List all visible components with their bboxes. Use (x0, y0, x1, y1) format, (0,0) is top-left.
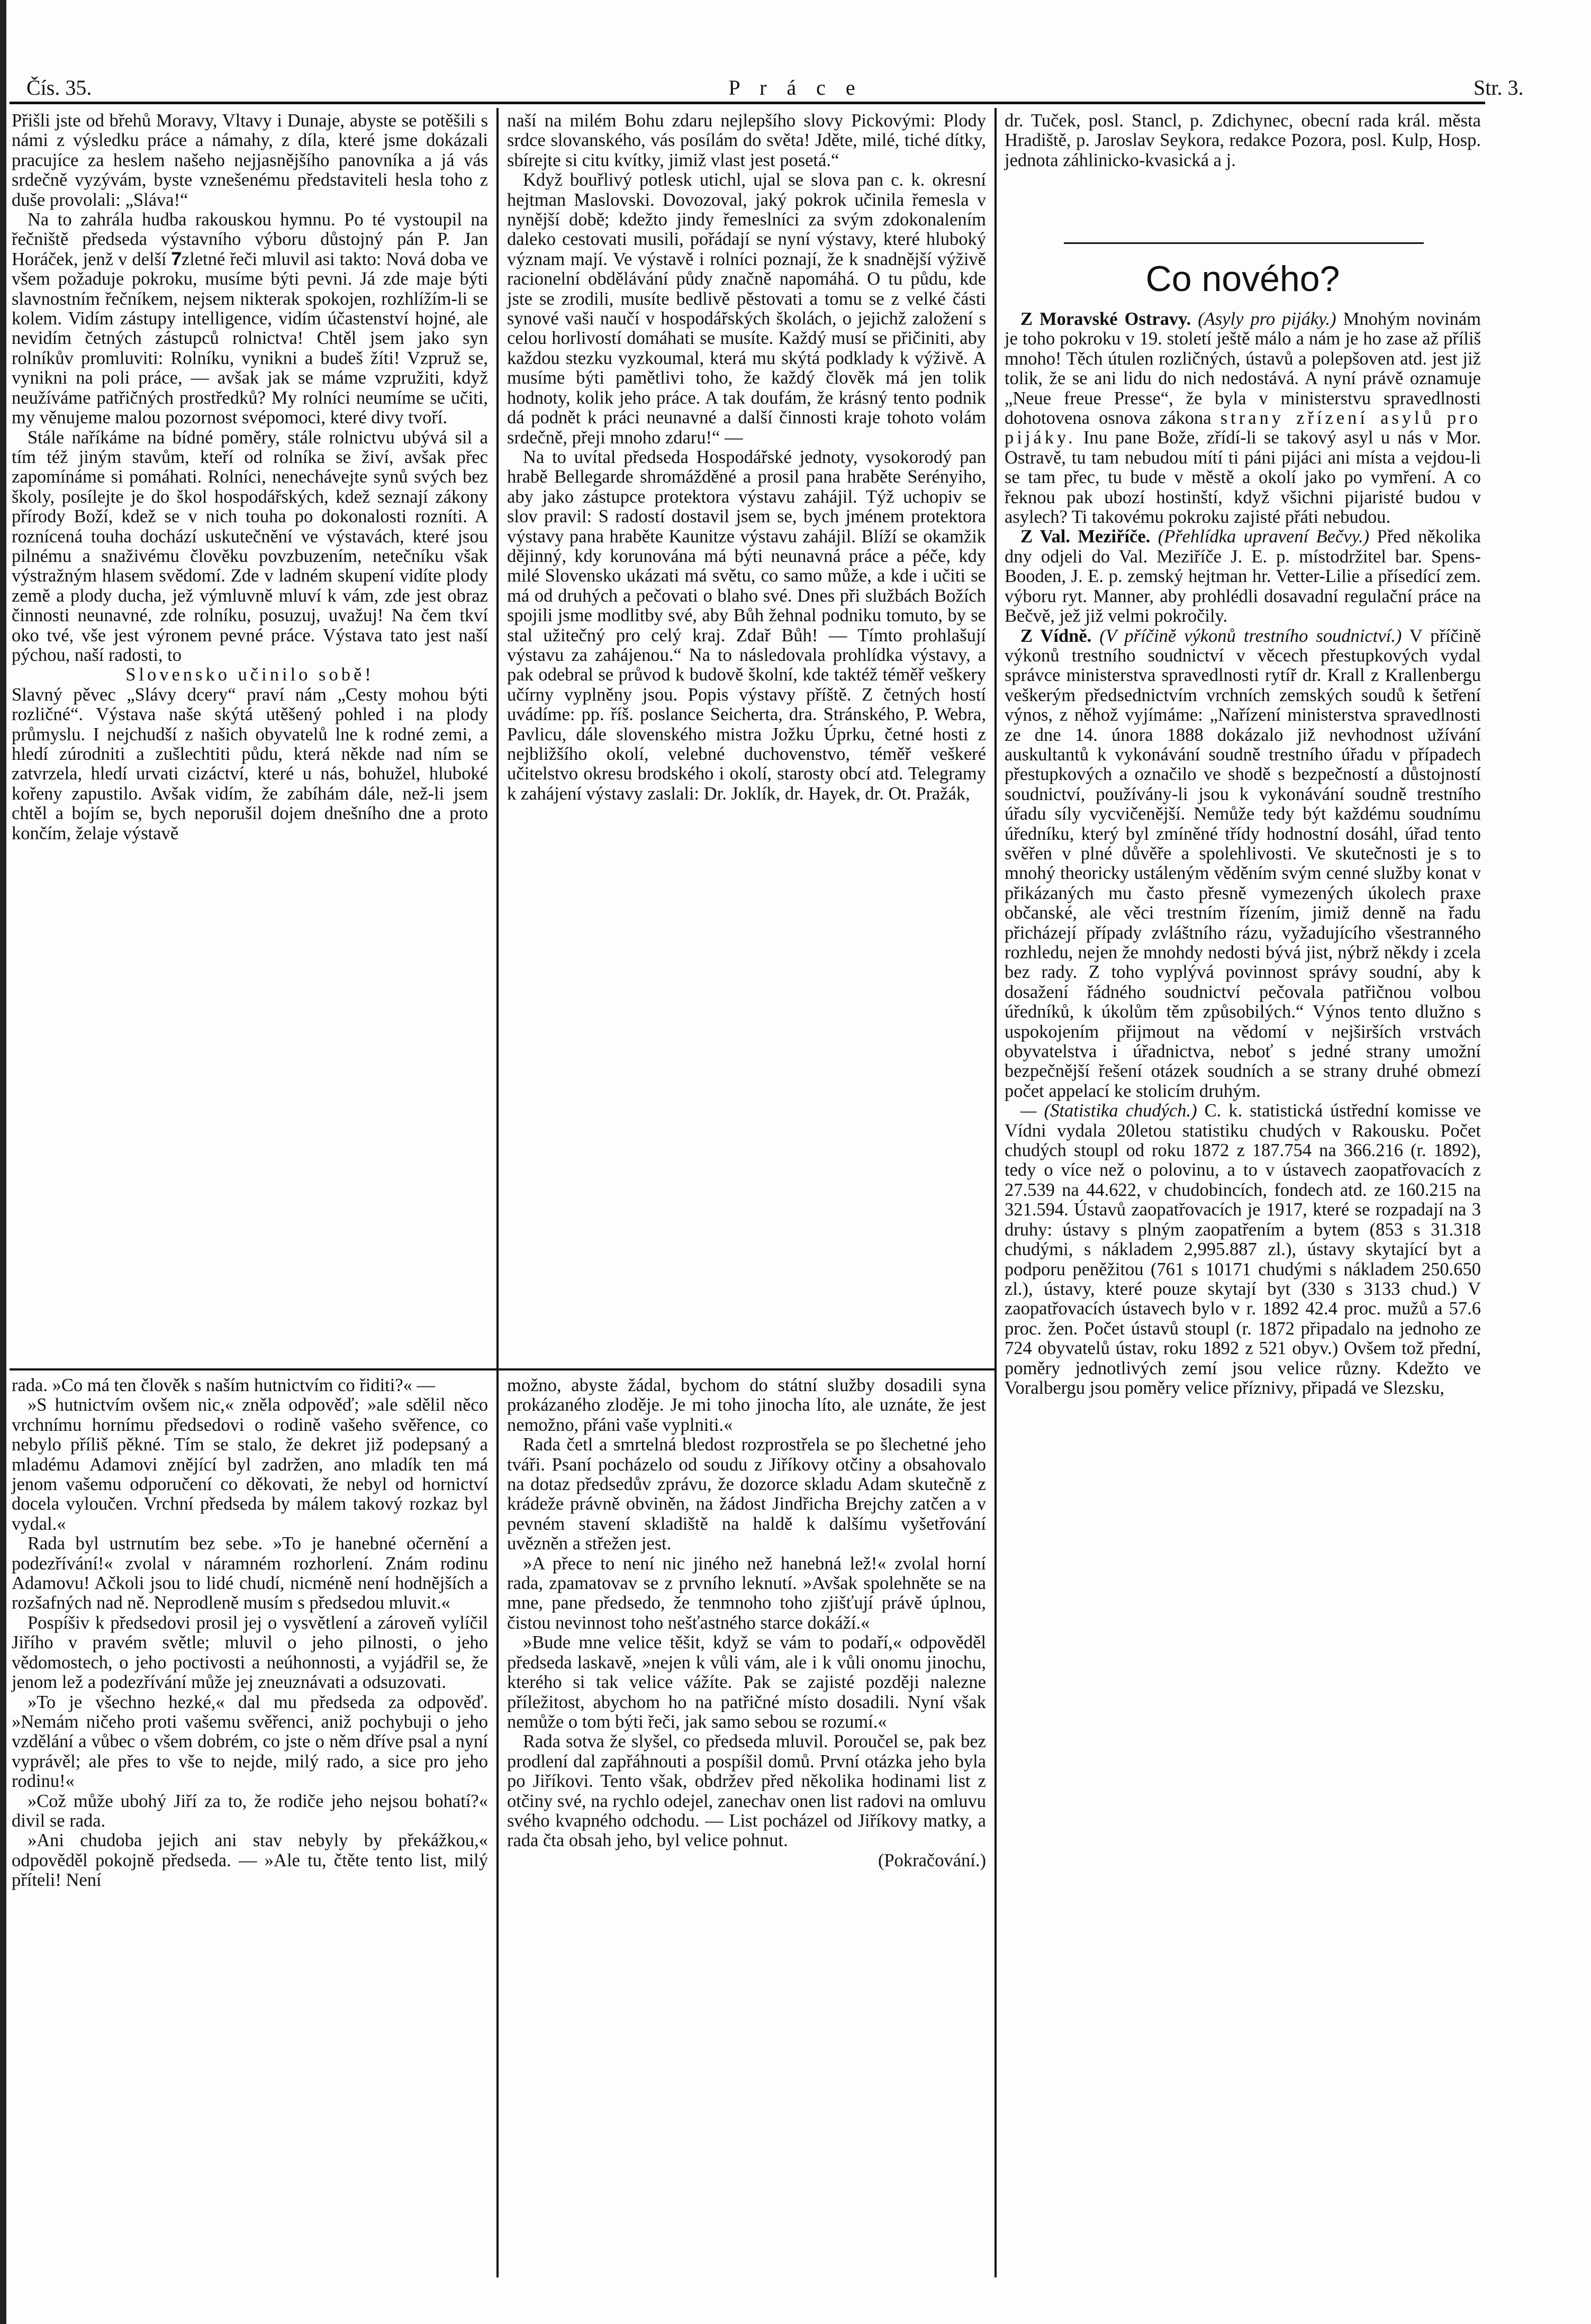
news-place: Z Val. Meziříče. (1020, 526, 1151, 547)
news-item (1005, 527, 1481, 626)
news-text: Inu pane Bože, zřídí-li se takový asyl u nás v Mor. Ostravě, tu tam nebudou mítí ti páni pijáci ani místa a vejdou-li se tam přec, tu bude v městě a okolí jako po vymření. A co řeknou pak ubozí hostinští, když všichni pijaristé budou v asylech? Ti takovému pokroku zajisté přáti nebudou. (1005, 428, 1481, 528)
paragraph: dr. Tuček, posl. Stancl, p. Zdichynec, obecní rada král. města Hradiště, p. Jaroslav Seykora, redakce Pozora, posl. Kulp, Hosp. jednota záhlinicko-kvasická a j. (1005, 111, 1481, 170)
paragraph: možno, abyste žádal, bychom do státní služby dosadili syna prokázaného zloděje. Je mi toho jinocha líto, ale uznáte, že jest nemožno, přáni vaše vyplniti.« (507, 1375, 986, 1435)
column-3 (1005, 111, 1481, 170)
paragraph: »Což může ubohý Jiří za to, že rodiče jeho nejsou bohatí?« divil se rada. (12, 1791, 488, 1831)
paragraph: Pospíšiv k předsedovi prosil jej o vysvětlení a zároveň vylíčil Jiřího v pravém světle; mluvil o jeho pilnosti, o jeho vědomostech, o jeho poctivosti a neúhonnosti, a vyjádřil se, že jenom lež a podezřívání může jej zneuznávati a odsuzovati. (12, 1612, 488, 1693)
news-text: C. k. statistická ústřední komisse ve Vídni vydala 20letou statistiku chudých v Rakousku. Počet chudých stoupl od roku 1872 z 187.754 na 366.216 (r. 1892), tedy o více než o polovinu, a to v ústavech zaopatřovacích z 27.539 na 44.622, v chudobincích, fondech atd. ze 160.215 na 321.594. Ústavů zaopatřovacích je 1917, které se rozpadají na 3 druhy: ústavy s plným zaopatřením a bytem (853 s 31.318 chudými, s nákladem 2,995.887 zl.), ústavy skytající byt a podporu peněžitou (761 s 10171 chudými s nákladem 250.650 zl.), ústavy, které pouze skytají byt (330 s 3133 chud.) V zaopatřovacích ústavech bylo v r. 1892 42.4 proc. mužů a 57.6 proc. žen. Počet ústavů stoupl (r. 1872 připadalo na jednoho ze 724 obyvatelů ústav, roku 1892 z 521 obyv.) Ovšem tož přední, poměry jednotlivých zemí jsou velice různy. Kdežto ve Voralbergu jsou poměry velice příznivy, připadá ve Slezsku, (1005, 1101, 1481, 1398)
news-topic: — (Statistika chudých.) (1020, 1101, 1197, 1121)
news-items (1005, 310, 1481, 1398)
paragraph: Stále naříkáme na bídné poměry, stále rolnictvu ubývá sil a tím též jiným stavům, kteří od rolníka se živí, avšak přec zapomínáme si pomáhati. Rolníci, nenechávejte synů svých bez školy, posílejte je do škol hospodářských, kdež seznají zákony přírody Boží, kdež se v nich touha po dokonalosti rozníti. A roznícená touha dochází uskutečnění ve výstavách, které jsou pilnému a snaživému člověku povzbuzením, netečníku však výstražným hlasem svědomí. Zde v ladném skupení vidíte plody země a plody ducha, jež výmluvně mluví k vám, zde jest obraz činnosti neunavné, zde rolníku, posuzuj, uvažuj! Na čem tkví oko tvé, vše jest výronem pevné práce. Výstava tato jest naší pýchou, naší radosti, to (12, 427, 488, 665)
paragraph: Rada četl a smrtelná bledost rozprostřela se po šlechetné jeho tváři. Psaní pocházelo od soudu z Jiříkovy otčiny a obsahovalo na dotaz předsedův zprávu, že dozorce skladu Adam skutečně z krádeže právně obviněn, na žádost Jindřicha Brejchy zatčen a v pevném stavení skladiště na haldě k dalšímu vyšetřování uvězněn a střežen jest. (507, 1435, 986, 1554)
paragraph: »Bude mne velice těšit, když se vám to podaří,« odpověděl předseda laskavě, »nejen k vůli vám, ale i k vůli onomu jinochu, kterého si tak velice vážíte. Pak se zajisté později nalezne příležitost, abychom ho na patřičné místo dosadili. Nyní však nemůže o tom býti řeči, jak samo sebou se rozumí.« (507, 1632, 986, 1732)
paragraph: Na to uvítal předseda Hospodářské jednoty, vysokorodý pan hrabě Bellegarde shromážděné a prosil pana hraběte Serényiho, aby jako zástupce protektora výstavu zahájil. Týž uchopiv se slov pravil: S radostí dostavil jsem se, bych jménem protektora výstavy pana hraběte Kaunitze výstavu zahájil. Blíží se okamžik dějinný, kdy korunována má býti neunavná práce a péče, kdy milé Slovensko ukázati má světu, co samo může, a kde i učiti se má od druhých a pečovati o blaho své. Dnes při službách Božích spojili jsme modlitby své, aby Bůh žehnal podniku tomuto, by se stal užitečný pro celý kraj. Zdař Bůh! — Tímto prohlašují výstavu za zahájenou.“ Na to následovala prohlídka výstavy, a pak odebral se průvod k budově školní, kde taktéž téměř veškery učírny vyplněny jsou. Popis výstavy příště. Z četných hostí uvádíme: pp. říš. poslance Seicherta, dra. Stránského, P. Webra, Pavlicu, dále slovenského mistra Jožku Úprku, četné hosti z nejbližšího okolí, velebné duchovenstvo, téměř veškeré učitelstvo okresu brodského i okolí, starosty obcí atd. Telegramy k zahájení výstavy zaslali: Dr. Joklík, dr. Hayek, dr. Ot. Pražák, (507, 447, 986, 804)
news-text: Před několika dny odjeli do Val. Meziříče J. E. p. místodržitel bar. Spens-Booden, J. E. p. zemský hejtman hr. Vetter-Lilie a přísedící zem. výboru ryt. Manner, aby prohlédli dosavadní regulační práce na Bečvě, jež již velmi pokročily. (1005, 526, 1481, 627)
paragraph: »Ani chudoba jejich ani stav nebyly by překážkou,« odpověděl pokojně předseda. — »Ale tu, čtěte tento list, milý příteli! Není (12, 1830, 488, 1891)
section-rule (1064, 242, 1424, 244)
column-separator-right (995, 108, 997, 2277)
paragraph: »A přece to není nic jiného než hanebná lež!« zvolal horní rada, zpamatovav se z prvního leknutí. »Avšak spolehněte se na mne, pane předsedo, že tenmnoho toho zjišťují právě úplnou, čistou nevinnost toho nešťastného starce dokáží.« (507, 1553, 986, 1633)
paragraph: Rada byl ustrnutím bez sebe. »To je hanebné očernění a podezřívání!« zvolal v náramném rozhorlení. Znám rodinu Adamovu! Ačkoli jsou to lidé chudí, nicméně není hodnějších a rozšafných nad ně. Neprodleně musím s předsedou mluvit.« (12, 1533, 488, 1613)
column-separator-left (496, 108, 499, 2277)
issue-number: Čís. 35. (26, 76, 92, 99)
paragraph: Slavný pěvec „Slávy dcery“ praví nám „Cesty mohou býti rozličné“. Výstava naše skýtá utěšený pohled i na plody průmyslu. I nejchudší z našich obyvatelů lne k rodné zemi, a hledí zúrodniti a zušlechtiti půdu, která někde nad ním se zatvrzela, hledí urvati cizáctví, které u nás, bohužel, hluboké kořeny zapustilo. Avšak vidím, že zabíhám dále, než-li jsem chtěl a bojím se, bych neporušil dojem dnešního dne a proto končím, želaje výstavě (12, 684, 488, 843)
page-number: Str. 3. (1474, 76, 1524, 99)
paragraph: »To je všechno hezké,« dal mu předseda za odpověď. »Nemám ničeho proti vašemu svěřenci, aniž pochybuji o jeho vzdělání a vůbec o všem dobrém, co jste o něm dříve psal a nyní vyprávěl; ale přes to vše to nejde, milý rado, a sice pro jeho rodinu!« (12, 1692, 488, 1792)
news-item (1005, 1101, 1481, 1398)
news-item (1005, 310, 1481, 527)
section-title: Co nového? (1145, 259, 1340, 299)
paragraph: Rada sotva že slyšel, co předseda mluvil. Poroučel se, pak bez prodlení dal zapřáhnouti a pospíšil domů. První otázka jeho byla po Jiříkovi. Tento však, obdržev před několika hodinami list z otčiny své, na rychlo odejel, zanechav onen list radovi na omluvu svého kvapného odchodu. — List pocházel od Jiříkovy matky, a rada čta obsah jeho, byl velice pohnut. (507, 1731, 986, 1851)
column-1-top (12, 111, 488, 843)
paper-title: P r á c e (728, 76, 863, 99)
paragraph: rada. »Co má ten člověk s naším hutnictvím co řiditi?« — (12, 1375, 436, 1395)
continued-note: (Pokračování.) (878, 1850, 986, 1871)
column-2-top (507, 111, 986, 804)
column-2-bottom (507, 1376, 986, 1871)
news-topic: (V příčině výkonů trestního soudnictví.) (1099, 625, 1402, 646)
spaced-emphasis: Slovensko učinilo sobě! (125, 665, 374, 685)
paragraph: Přišli jste od břehů Moravy, Vltavy i Dunaje, abyste se potěšili s námi z výsledku práce a námahy, z díla, které jsme dokázali pracujíce za heslem našeho nejjasnějšího panovníka a já vás srdečně vyzývám, byste vznešenému představiteli hesla toho z duše provolali: „Sláva!“ (12, 111, 488, 210)
page-edge-shadow (0, 0, 6, 2324)
column-1-bottom (12, 1376, 488, 1891)
news-item (1005, 627, 1481, 1102)
paragraph: naší na milém Bohu zdaru nejlepšího slovy Pickovými: Plody srdce slovanského, vás posílám do světa! Jděte, milé, tiché dítky, sbírejte si citu kvítky, jimiž vlast jest posetá.“ (507, 111, 986, 170)
news-topic: (Přehlídka upravení Bečvy.) (1158, 526, 1370, 547)
news-place: Z Vídně. (1020, 625, 1092, 646)
feuilleton-separator (10, 1368, 995, 1370)
paragraph: Když bouřlivý potlesk utichl, ujal se slova pan c. k. okresní hejtman Maslovski. Dovozoval, jaký pokrok učinila řemesla v nynější době; kdežto jindy řemeslníci za svým zdokonalením daleko cestovati musili, pořádají se nyní výstavy, které hluboký význam mají. Ve výstavě i rolníci poznají, že k snadnější výživě racionelní obdělávání půdy značně napomáhá. O tu půdu, kde jste se zrodili, musíte bedlivě pěstovati a tomu se z velké části synové vaši naučí v hospodářských školách, o jejichž založení s celou horlivostí domáhati se musíte. Každý musí se přičiniti, aby každou stezku vyzkoumal, která mu skýtá podklady k výživě. A musíme býti pamětlivi toho, že každý člověk má jen tolik hodnoty, kolik jeho práce. A tak doufám, že krásný tento podnik dá podnět k práci neunavné a další činnosti kraje tohoto volám srdečně, přeji mnoho zdaru!“ — (507, 170, 986, 448)
news-topic: (Asyly pro pijáky.) (1198, 309, 1336, 329)
spaced-emphasis: strany zřízení asylů pro pijáky. (1005, 408, 1481, 448)
news-text: V příčině výkonů trestního soudnictví v věcech přestupkových vydal správce ministerstva spravedlnosti rytíř dr. Krall z Krallenbergu veškerým předsednictvím vrchních zemských soudů k šetření výnos, z něhož vyjímáme: „Nařízení ministerstva spravedlnosti ze dne 14. února 1888 dokázalo již nevhodnost užívání auskultantů k vykonávání soudně trestního úřadu v případech přestupkových a označilo ve shodě s bezpečností a důstojností soudnictví, používány-li jsou k vykonávání soudně trestního úřadu síly vycvičenější. Nemůže tedy být každému soudnímu úředníku, který byl zmíněné třídy hodnostní dosáhl, úřad tento svěřen v plné důvěře a spolehlivosti. Ve skutečnosti je s to mnohý theoricky ustáleným věděním svým cenné služby konat v přikázaných mu často přesně vymezených úkolech praxe občanské, ale věci trestním řízením, jimiž denně na řadu přicházejí případy zvláštního rázu, vyžadujícího všestranného rozhledu, nejen že mnohdy nedosti bývá jist, nýbrž někdy i zcela bez rady. Z toho vyplývá povinnost správy soudní, aby k dosažení řádného soudnictví pečovala patřičnou volbou úředníků, k úkolům těm způsobilých.“ Výnos tento dlužno s uspokojením přijmout na vědomí v nejširších vrstvách obyvatelstva i úřadnictva, neboť s jedné strany umožní bezpečnější řešení otázek soudních a se strany druhé obmezí počet appelací ke stolicím druhým. (1005, 625, 1481, 1101)
paragraph: »S hutnictvím ovšem nic,« zněla odpověď; »ale sdělil něco vrchnímu hornímu předsedovi o rodině vašeho svěřence, co nebylo příliš pěkné. Tím se stalo, že dekret již podepsaný a mladému Adamovi znějící byl zadržen, ano mladík ten má jenom vašemu odporučení co děkovati, že nebyl od hornictví docela vyloučen. Vrchní předseda by málem takový rozkaz byl vydal.« (12, 1395, 488, 1534)
news-text: Mnohým novinám je toho pokroku v 19. století ještě málo a nám je ho zase až příliš mnoho! Těch útulen rozličných, ústavů a polepšoven atd. jest již tolik, že se ani lidu do nich nedostává. A nyní právě oznamuje „Neue freue Presse“, že byla v ministerstvu spravedlnosti dohotovena osnova zákona (1005, 309, 1481, 429)
paragraph: Na to zahrála hudba rakouskou hymnu. Po té vystoupil na řečniště předseda výstavního výboru důstojný pán P. Jan Horáček, jenž v delší 𝟕zletné řeči mluvil asi takto: Nová doba ve všem požaduje pokroku, musíme býti pevni. Já zde maje býti slavnostním řečníkem, nejsem nikterak spokojen, rozhlížím-li se kolem. Vidím zástupy intelligence, vidím účastenství hojné, ale nevidím četných zástupců rolnictva! Chtěl jsem jako syn rolníkův promluviti: Rolníku, vynikni a budeš žíti! Vzpruž se, vynikni na poli práce, — avšak jak se máme vzpružiti, když neužíváme patřičných prostředků? My rolníci neumíme se učiti, my věnujeme malou pozornost svépomoci, které divy tvoří. (12, 210, 488, 428)
news-place: Z Moravské Ostravy. (1020, 309, 1191, 329)
header-rule (10, 102, 1485, 104)
